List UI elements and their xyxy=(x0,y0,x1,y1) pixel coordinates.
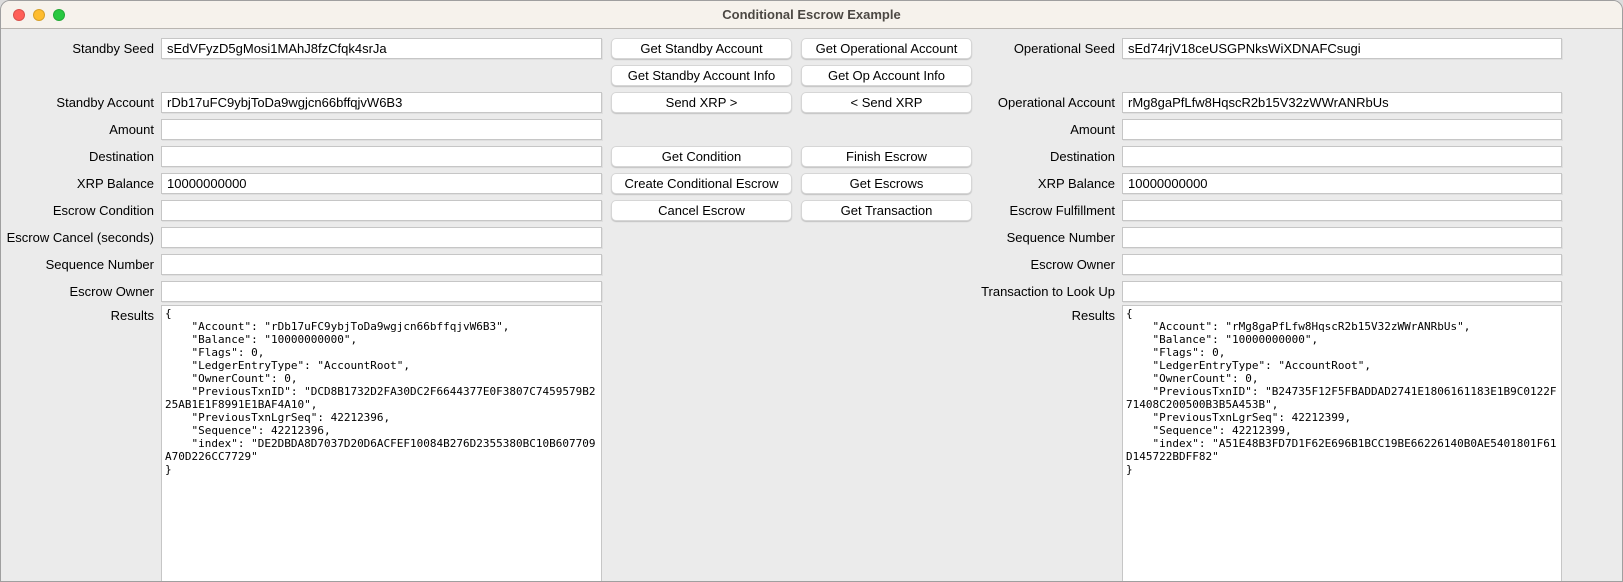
standby-destination-label: Destination xyxy=(88,149,154,164)
send-xrp-right-button[interactable]: Send XRP > xyxy=(611,92,792,113)
standby-balance-input[interactable] xyxy=(161,173,602,194)
row-account-info xyxy=(1,62,1622,89)
row-cancel-seconds xyxy=(1,224,1622,251)
finish-escrow-button[interactable]: Finish Escrow xyxy=(801,146,972,167)
standby-seed-label: Standby Seed xyxy=(72,41,154,56)
create-conditional-escrow-button[interactable]: Create Conditional Escrow xyxy=(611,173,792,194)
cancel-escrow-button[interactable]: Cancel Escrow xyxy=(611,200,792,221)
form-content xyxy=(1,29,1622,582)
close-window-icon[interactable] xyxy=(13,9,25,21)
operational-balance-label: XRP Balance xyxy=(1037,176,1115,191)
standby-escrow-condition-input[interactable] xyxy=(161,200,602,221)
standby-escrow-cancel-label: Escrow Cancel (seconds) xyxy=(6,230,154,245)
standby-results-label: Results xyxy=(110,308,154,323)
operational-sequence-number-input[interactable] xyxy=(1122,227,1562,248)
standby-escrow-owner-label: Escrow Owner xyxy=(69,284,154,299)
standby-escrow-owner-input[interactable] xyxy=(161,281,602,302)
standby-account-label: Standby Account xyxy=(56,95,154,110)
get-op-account-info-button[interactable]: Get Op Account Info xyxy=(801,65,972,86)
minimize-window-icon[interactable] xyxy=(33,9,45,21)
send-xrp-left-button[interactable]: < Send XRP xyxy=(801,92,972,113)
row-results xyxy=(1,305,1622,582)
traffic-lights xyxy=(13,1,65,29)
operational-results-label: Results xyxy=(1071,308,1115,323)
row-balance xyxy=(1,170,1622,197)
operational-account-label: Operational Account xyxy=(997,95,1115,110)
operational-transaction-lookup-label: Transaction to Look Up xyxy=(981,284,1115,299)
standby-amount-label: Amount xyxy=(109,122,154,137)
operational-results-textarea[interactable] xyxy=(1122,305,1562,582)
get-condition-button[interactable]: Get Condition xyxy=(611,146,792,167)
operational-escrow-fulfillment-label: Escrow Fulfillment xyxy=(1009,203,1115,218)
operational-destination-input[interactable] xyxy=(1122,146,1562,167)
row-destination xyxy=(1,143,1622,170)
standby-results-textarea[interactable] xyxy=(161,305,602,582)
operational-seed-input[interactable] xyxy=(1122,38,1562,59)
get-operational-account-button[interactable]: Get Operational Account xyxy=(801,38,972,59)
operational-seed-label: Operational Seed xyxy=(1013,41,1115,56)
get-transaction-button[interactable]: Get Transaction xyxy=(801,200,972,221)
standby-account-input[interactable] xyxy=(161,92,602,113)
window-title: Conditional Escrow Example xyxy=(722,7,901,22)
operational-sequence-number-label: Sequence Number xyxy=(1006,230,1115,245)
row-seed xyxy=(1,35,1622,62)
standby-escrow-condition-label: Escrow Condition xyxy=(52,203,154,218)
get-standby-account-info-button[interactable]: Get Standby Account Info xyxy=(611,65,792,86)
operational-destination-label: Destination xyxy=(1049,149,1115,164)
operational-account-input[interactable] xyxy=(1122,92,1562,113)
standby-sequence-number-input[interactable] xyxy=(161,254,602,275)
get-standby-account-button[interactable]: Get Standby Account xyxy=(611,38,792,59)
operational-amount-input[interactable] xyxy=(1122,119,1562,140)
operational-escrow-owner-label: Escrow Owner xyxy=(1030,257,1115,272)
operational-balance-input[interactable] xyxy=(1122,173,1562,194)
zoom-window-icon[interactable] xyxy=(53,9,65,21)
operational-amount-label: Amount xyxy=(1070,122,1115,137)
row-sequence xyxy=(1,251,1622,278)
standby-seed-input[interactable] xyxy=(161,38,602,59)
operational-escrow-fulfillment-input[interactable] xyxy=(1122,200,1562,221)
get-escrows-button[interactable]: Get Escrows xyxy=(801,173,972,194)
standby-amount-input[interactable] xyxy=(161,119,602,140)
row-account xyxy=(1,89,1622,116)
operational-escrow-owner-input[interactable] xyxy=(1122,254,1562,275)
standby-sequence-number-label: Sequence Number xyxy=(45,257,154,272)
standby-destination-input[interactable] xyxy=(161,146,602,167)
title-bar xyxy=(1,1,1622,29)
row-owner xyxy=(1,278,1622,305)
row-condition xyxy=(1,197,1622,224)
standby-balance-label: XRP Balance xyxy=(76,176,154,191)
standby-escrow-cancel-input[interactable] xyxy=(161,227,602,248)
operational-transaction-lookup-input[interactable] xyxy=(1122,281,1562,302)
row-amount xyxy=(1,116,1622,143)
